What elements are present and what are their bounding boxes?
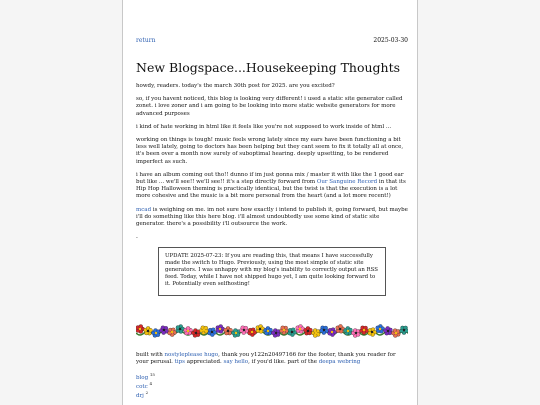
flower-icon bbox=[208, 328, 217, 337]
paragraph-album bbox=[136, 172, 408, 201]
flower-icon bbox=[136, 325, 145, 334]
flower-icon bbox=[239, 326, 248, 335]
flower-border-image bbox=[136, 320, 408, 342]
tag-item-cotc bbox=[136, 383, 236, 392]
flower-icon bbox=[384, 326, 393, 335]
flower-icon bbox=[191, 329, 200, 338]
tag-item-drj bbox=[136, 392, 236, 401]
flower-icon bbox=[351, 329, 360, 338]
tips-link[interactable]: tips bbox=[174, 359, 185, 365]
flower-icon bbox=[304, 326, 313, 335]
mcad-text: is weighing on me. im not sure how exactly i intend to publish it, going forward, but maybe i'll do something like this here blog. i'll almost undoubtedly use some kind of static site generator. there's a possibility i'll outsource the work. bbox=[136, 206, 408, 228]
paragraph-mcad bbox=[136, 207, 408, 229]
flower-icon bbox=[344, 326, 353, 335]
flower-icon bbox=[288, 328, 297, 337]
flower-icon bbox=[328, 328, 337, 337]
page-column bbox=[122, 0, 418, 405]
flower-icon bbox=[296, 325, 305, 334]
post-date: 2025-03-30 bbox=[373, 37, 408, 44]
update-box: UPDATE 2025-07-23: If you are reading this, that means I have successfully made the switch to Hugo. Previously, using the most simple of static site generators. I was unhappy with my blog's inability to correctly output an RSS feed. Today, while I have not shipped hugo yet, I am quite looking forward to it. Potentially even selfhosting! bbox=[158, 247, 386, 296]
footer-text-2: , thank you y122n20497166 for the footer, thank you reader for your perusal. bbox=[136, 352, 396, 365]
flower-icon bbox=[216, 325, 225, 334]
flower-icon bbox=[151, 329, 160, 338]
say-hello-link[interactable]: say hello bbox=[223, 359, 249, 365]
tag-link-cotc[interactable]: cotc bbox=[136, 384, 148, 390]
flower-icon bbox=[376, 324, 385, 333]
footer bbox=[136, 352, 408, 366]
tag-count-cotc: 4 bbox=[149, 381, 152, 387]
paragraph-intro: howdy, readers. today's the march 30th post for 2025. are you excited? bbox=[136, 83, 335, 89]
flower-icon bbox=[184, 326, 193, 335]
tag-link-blog[interactable]: blog bbox=[136, 375, 149, 381]
post-body bbox=[136, 83, 408, 296]
footer-text-1: built with bbox=[136, 352, 165, 358]
flower-icon bbox=[264, 326, 273, 335]
paragraph-html: i kind of hate working in html like it feels like you're not supposed to work inside of html ... bbox=[136, 123, 392, 130]
flower-icon bbox=[311, 329, 320, 338]
deepa-webring-link[interactable]: deepa webring bbox=[318, 359, 361, 365]
flower-icon bbox=[144, 326, 153, 335]
flower-icon bbox=[224, 326, 233, 335]
paragraph-health: working on things is tough! music feels wrong lately since my ears have been functioning a bit less well lately, going to doctors has been helping but they cant seem to fix it totally all at once, it's been over a month now surely of suboptimal hearing. deeply upsetting, to be rendered imperfect as such. bbox=[136, 137, 404, 165]
tag-count-drj: 2 bbox=[145, 390, 149, 396]
album-text-after: in that its Hip Hop Halloween theming is practically identical, but the twist is that the execution is a lot more cohesive and the music is a bit more personal from the heart (and a lot more recent!) bbox=[136, 179, 406, 200]
flower-icon bbox=[368, 328, 377, 337]
flower-icon bbox=[271, 329, 280, 338]
footer-text-3: appreciated. bbox=[184, 359, 224, 365]
flower-icon bbox=[159, 326, 168, 335]
tag-list bbox=[136, 374, 236, 401]
flower-icon bbox=[320, 326, 329, 335]
flower-border bbox=[136, 320, 408, 342]
top-bar bbox=[136, 37, 408, 47]
paragraph-redesign: so, if you havent noticed, this blog is looking very different! i used a static site generator called zonet. i love zoner and i am going to be looking into more static website generators for more advanced purposes bbox=[136, 96, 403, 117]
mcad-link[interactable]: mcad bbox=[136, 206, 152, 213]
flower-icon bbox=[400, 326, 409, 335]
flower-icon bbox=[168, 328, 177, 337]
album-text-before: i have an album coming out tho!! dunno if im just gonna mix / master it with like the 1 good ear but like ... we'll see!! we'll see!! it's a step directly forward from bbox=[136, 171, 404, 186]
our-sanguine-record-link[interactable]: Our Sanguine Record bbox=[316, 179, 378, 186]
post-title: New Blogspace...Housekeeping Thoughts bbox=[136, 60, 401, 75]
return-link[interactable]: return bbox=[136, 37, 156, 44]
flower-icon bbox=[248, 328, 257, 337]
flower-icon bbox=[391, 329, 400, 338]
tag-link-drj[interactable]: drj bbox=[136, 393, 144, 399]
nostyleplease-link[interactable]: nostyleplease hugo bbox=[164, 352, 219, 358]
footer-text-4: , if you'd like. part of the bbox=[248, 359, 319, 365]
flower-icon bbox=[231, 329, 240, 338]
separator-dot: . bbox=[136, 233, 138, 241]
tag-count-blog: 15 bbox=[149, 372, 155, 378]
